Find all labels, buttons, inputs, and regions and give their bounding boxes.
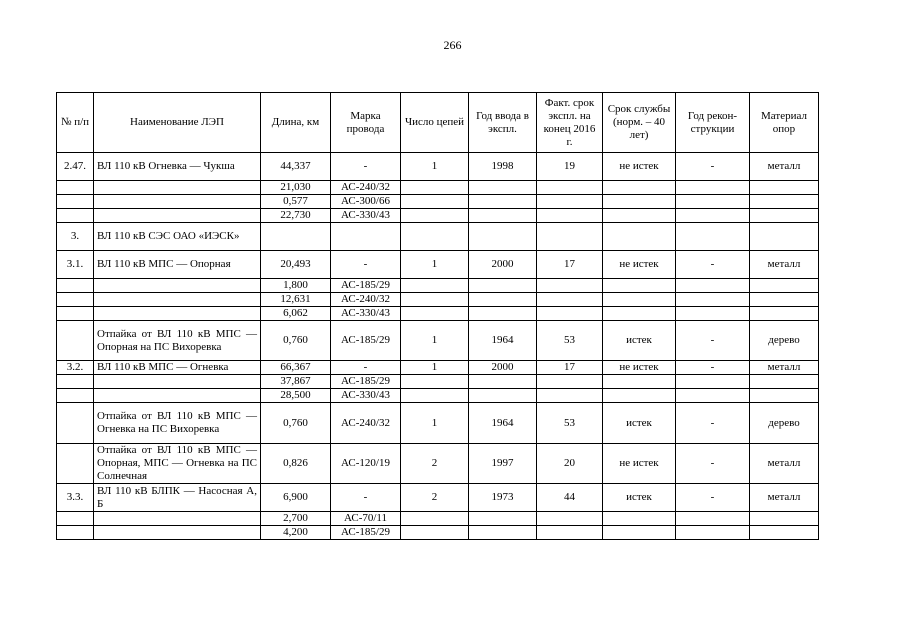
cell-name	[94, 293, 261, 307]
cell-material	[750, 181, 819, 195]
cell-recon	[676, 293, 750, 307]
cell-year	[469, 279, 537, 293]
cell-length	[261, 223, 331, 251]
table-row	[57, 153, 819, 181]
cell-service	[603, 181, 676, 195]
cell-num	[57, 195, 94, 209]
cell-service	[603, 293, 676, 307]
cell-material: металл	[750, 251, 819, 279]
table-row	[57, 512, 819, 526]
table-row	[57, 195, 819, 209]
cell-num	[57, 512, 94, 526]
cell-wire: АС-330/43	[331, 389, 401, 403]
cell-length: 28,500	[261, 389, 331, 403]
cell-circuits	[401, 293, 469, 307]
cell-fact: 44	[537, 484, 603, 512]
cell-year	[469, 293, 537, 307]
cell-fact: 19	[537, 153, 603, 181]
cell-name: Отпайка от ВЛ 110 кВ МПС — Опорная на ПС Вихоревка	[94, 321, 261, 361]
cell-wire: -	[331, 251, 401, 279]
cell-num: 3.3.	[57, 484, 94, 512]
cell-material	[750, 223, 819, 251]
cell-circuits	[401, 209, 469, 223]
cell-service: истек	[603, 403, 676, 444]
cell-recon	[676, 375, 750, 389]
cell-year	[469, 181, 537, 195]
cell-material	[750, 195, 819, 209]
cell-year: 1997	[469, 444, 537, 484]
cell-wire: АС-300/66	[331, 195, 401, 209]
cell-num	[57, 321, 94, 361]
cell-name	[94, 389, 261, 403]
cell-year	[469, 512, 537, 526]
cell-fact	[537, 307, 603, 321]
table-row	[57, 321, 819, 361]
cell-length: 44,337	[261, 153, 331, 181]
cell-year	[469, 375, 537, 389]
cell-fact	[537, 209, 603, 223]
cell-name	[94, 279, 261, 293]
cell-service	[603, 307, 676, 321]
cell-fact	[537, 223, 603, 251]
cell-recon	[676, 223, 750, 251]
cell-num	[57, 526, 94, 540]
cell-material	[750, 526, 819, 540]
cell-year: 1973	[469, 484, 537, 512]
cell-circuits: 1	[401, 361, 469, 375]
cell-num: 3.1.	[57, 251, 94, 279]
cell-length: 6,900	[261, 484, 331, 512]
cell-wire: АС-185/29	[331, 279, 401, 293]
cell-wire: АС-185/29	[331, 526, 401, 540]
cell-recon	[676, 181, 750, 195]
cell-material	[750, 279, 819, 293]
cell-material	[750, 512, 819, 526]
cell-fact	[537, 195, 603, 209]
cell-circuits	[401, 181, 469, 195]
header-fact: Факт. срок экспл. на конец 2016 г.	[537, 93, 603, 153]
cell-name	[94, 209, 261, 223]
cell-length: 66,367	[261, 361, 331, 375]
cell-wire: АС-185/29	[331, 375, 401, 389]
cell-length: 2,700	[261, 512, 331, 526]
cell-name	[94, 375, 261, 389]
cell-material	[750, 209, 819, 223]
cell-num	[57, 444, 94, 484]
cell-wire: АС-330/43	[331, 307, 401, 321]
header-year: Год ввода в экспл.	[469, 93, 537, 153]
cell-length: 22,730	[261, 209, 331, 223]
cell-year: 2000	[469, 251, 537, 279]
cell-length: 0,826	[261, 444, 331, 484]
cell-year	[469, 389, 537, 403]
power-lines-table	[56, 92, 819, 540]
cell-num	[57, 403, 94, 444]
cell-circuits: 2	[401, 484, 469, 512]
cell-circuits	[401, 375, 469, 389]
header-num: № п/п	[57, 93, 94, 153]
cell-service	[603, 195, 676, 209]
cell-wire: АС-70/11	[331, 512, 401, 526]
cell-num	[57, 279, 94, 293]
cell-year	[469, 223, 537, 251]
table-row	[57, 181, 819, 195]
table-row	[57, 403, 819, 444]
cell-recon	[676, 279, 750, 293]
cell-fact	[537, 389, 603, 403]
cell-num	[57, 375, 94, 389]
cell-circuits: 1	[401, 251, 469, 279]
cell-recon: -	[676, 361, 750, 375]
cell-num: 3.2.	[57, 361, 94, 375]
table-row	[57, 375, 819, 389]
cell-name: ВЛ 110 кВ БЛПК — Насосная А, Б	[94, 484, 261, 512]
cell-wire: АС-240/32	[331, 181, 401, 195]
cell-service: не истек	[603, 444, 676, 484]
cell-length: 21,030	[261, 181, 331, 195]
table-row	[57, 444, 819, 484]
cell-num: 2.47.	[57, 153, 94, 181]
cell-circuits	[401, 223, 469, 251]
cell-recon: -	[676, 251, 750, 279]
cell-service	[603, 512, 676, 526]
cell-length: 20,493	[261, 251, 331, 279]
cell-fact: 53	[537, 321, 603, 361]
table-row	[57, 293, 819, 307]
cell-circuits: 2	[401, 444, 469, 484]
cell-wire: АС-330/43	[331, 209, 401, 223]
cell-fact	[537, 512, 603, 526]
table-row	[57, 279, 819, 293]
header-length: Длина, км	[261, 93, 331, 153]
cell-fact: 20	[537, 444, 603, 484]
cell-num	[57, 209, 94, 223]
cell-recon: -	[676, 153, 750, 181]
cell-length: 12,631	[261, 293, 331, 307]
header-circuits: Число цепей	[401, 93, 469, 153]
cell-recon: -	[676, 403, 750, 444]
cell-wire: -	[331, 484, 401, 512]
cell-length: 0,760	[261, 321, 331, 361]
cell-fact: 17	[537, 361, 603, 375]
cell-recon	[676, 209, 750, 223]
cell-service: не истек	[603, 153, 676, 181]
cell-year	[469, 526, 537, 540]
cell-year: 1964	[469, 321, 537, 361]
cell-recon	[676, 526, 750, 540]
cell-fact: 53	[537, 403, 603, 444]
cell-year: 1964	[469, 403, 537, 444]
cell-material: дерево	[750, 403, 819, 444]
cell-material	[750, 293, 819, 307]
cell-recon: -	[676, 321, 750, 361]
cell-circuits	[401, 307, 469, 321]
cell-service	[603, 526, 676, 540]
table-row	[57, 484, 819, 512]
cell-name: ВЛ 110 кВ СЭС ОАО «ИЭСК»	[94, 223, 261, 251]
cell-material: дерево	[750, 321, 819, 361]
cell-fact	[537, 293, 603, 307]
cell-num: 3.	[57, 223, 94, 251]
cell-name	[94, 195, 261, 209]
table-row	[57, 307, 819, 321]
cell-fact	[537, 279, 603, 293]
cell-length: 4,200	[261, 526, 331, 540]
cell-name	[94, 512, 261, 526]
cell-circuits	[401, 389, 469, 403]
cell-circuits	[401, 279, 469, 293]
table-row	[57, 251, 819, 279]
cell-length: 37,867	[261, 375, 331, 389]
cell-wire: -	[331, 361, 401, 375]
cell-name	[94, 307, 261, 321]
cell-service: истек	[603, 484, 676, 512]
cell-service	[603, 389, 676, 403]
cell-length: 1,800	[261, 279, 331, 293]
cell-fact	[537, 181, 603, 195]
table-row	[57, 223, 819, 251]
table-row	[57, 526, 819, 540]
header-service: Срок службы (норм. – 40 лет)	[603, 93, 676, 153]
cell-material: металл	[750, 153, 819, 181]
cell-wire: АС-185/29	[331, 321, 401, 361]
cell-service: не истек	[603, 361, 676, 375]
cell-recon	[676, 389, 750, 403]
cell-material: металл	[750, 484, 819, 512]
header-material: Материал опор	[750, 93, 819, 153]
cell-recon	[676, 512, 750, 526]
cell-recon: -	[676, 444, 750, 484]
cell-wire: АС-240/32	[331, 293, 401, 307]
cell-length: 0,577	[261, 195, 331, 209]
cell-name: ВЛ 110 кВ Огневка — Чукша	[94, 153, 261, 181]
cell-fact	[537, 526, 603, 540]
cell-recon	[676, 195, 750, 209]
cell-name: Отпайка от ВЛ 110 кВ МПС — Огневка на ПС Вихоревка	[94, 403, 261, 444]
cell-wire: АС-120/19	[331, 444, 401, 484]
cell-name: Отпайка от ВЛ 110 кВ МПС — Опорная, МПС — Огневка на ПС Солнечная	[94, 444, 261, 484]
cell-year: 1998	[469, 153, 537, 181]
cell-fact	[537, 375, 603, 389]
cell-circuits: 1	[401, 153, 469, 181]
cell-service	[603, 209, 676, 223]
cell-wire: АС-240/32	[331, 403, 401, 444]
cell-name	[94, 181, 261, 195]
cell-num	[57, 307, 94, 321]
header-wire: Марка провода	[331, 93, 401, 153]
header-recon: Год рекон-струкции	[676, 93, 750, 153]
cell-service	[603, 223, 676, 251]
cell-service	[603, 279, 676, 293]
cell-wire: -	[331, 153, 401, 181]
cell-circuits	[401, 512, 469, 526]
cell-recon: -	[676, 484, 750, 512]
table-row	[57, 389, 819, 403]
cell-length: 6,062	[261, 307, 331, 321]
cell-material	[750, 307, 819, 321]
cell-year	[469, 195, 537, 209]
table-row	[57, 361, 819, 375]
cell-num	[57, 181, 94, 195]
cell-wire	[331, 223, 401, 251]
cell-name: ВЛ 110 кВ МПС — Огневка	[94, 361, 261, 375]
cell-fact: 17	[537, 251, 603, 279]
cell-material: металл	[750, 444, 819, 484]
cell-num	[57, 389, 94, 403]
cell-service	[603, 375, 676, 389]
cell-material	[750, 375, 819, 389]
cell-circuits	[401, 526, 469, 540]
cell-year	[469, 307, 537, 321]
cell-material: металл	[750, 361, 819, 375]
cell-recon	[676, 307, 750, 321]
cell-service: не истек	[603, 251, 676, 279]
cell-year	[469, 209, 537, 223]
header-name: Наименование ЛЭП	[94, 93, 261, 153]
table-header-row	[57, 93, 819, 153]
cell-circuits: 1	[401, 321, 469, 361]
cell-name: ВЛ 110 кВ МПС — Опорная	[94, 251, 261, 279]
cell-name	[94, 526, 261, 540]
cell-num	[57, 293, 94, 307]
cell-year: 2000	[469, 361, 537, 375]
cell-length: 0,760	[261, 403, 331, 444]
cell-material	[750, 389, 819, 403]
cell-service: истек	[603, 321, 676, 361]
cell-circuits: 1	[401, 403, 469, 444]
page-number: 266	[443, 38, 462, 52]
cell-circuits	[401, 195, 469, 209]
table-row	[57, 209, 819, 223]
